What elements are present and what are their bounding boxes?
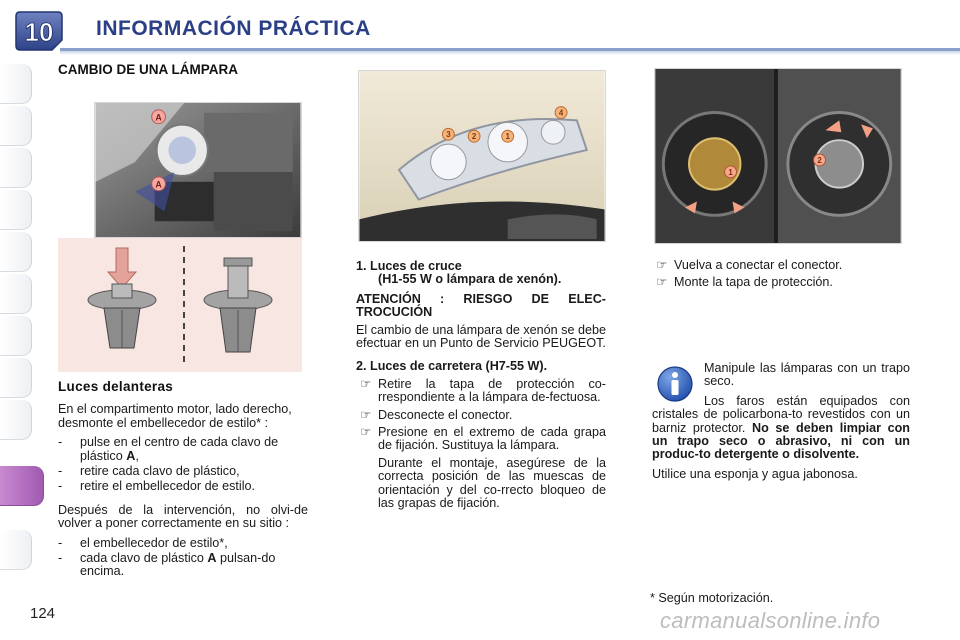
side-tab-2[interactable] bbox=[0, 106, 32, 146]
engine-label-a2: A bbox=[155, 179, 162, 190]
info-box bbox=[652, 362, 910, 487]
pointing-hand-icon: ☞ bbox=[656, 275, 668, 290]
info-p1: Manipule las lámparas con un trapo seco. bbox=[704, 361, 910, 389]
left-intro: En el compartimento motor, lado derecho, desmonte el embellecedor de estilo* : bbox=[58, 402, 292, 430]
header-rule-shadow bbox=[60, 51, 960, 55]
item2-title: 2. Luces de carretera (H7-55 W). bbox=[356, 359, 548, 374]
item1-title: 1. Luces de cruce bbox=[356, 259, 462, 273]
list-item: - pulse en el centro de cada clavo de plástico A, bbox=[58, 435, 279, 463]
rear-label-1: 1 bbox=[728, 167, 733, 177]
headlamp-label-1: 1 bbox=[505, 132, 510, 142]
rear-label-2: 2 bbox=[817, 155, 822, 165]
side-tab-5[interactable] bbox=[0, 232, 32, 272]
side-tab-9[interactable] bbox=[0, 400, 32, 440]
engine-label-a1: A bbox=[155, 112, 162, 123]
headlamp-label-4: 4 bbox=[558, 108, 564, 118]
page-number: 124 bbox=[30, 605, 56, 622]
list-item: ☞ Presione en el extremo de cada grapa de fijación. Sustituya la lámpara. bbox=[360, 425, 606, 453]
list-item: - retire cada clavo de plástico, bbox=[58, 464, 240, 479]
headlamp-label-2: 2 bbox=[471, 132, 477, 142]
side-tab-1[interactable] bbox=[0, 64, 32, 104]
right-column bbox=[652, 259, 912, 292]
engine-compartment-figure bbox=[94, 102, 302, 238]
headlamp-figure bbox=[358, 70, 606, 242]
watermark: carmanualsonline.info bbox=[660, 608, 881, 633]
warning-text: El cambio de una lámpara de xenón se debe efectuar en un Punto de Servicio PEUGEOT. bbox=[356, 322, 606, 351]
front-lights-heading: Luces delanteras bbox=[58, 379, 174, 394]
left-after: Después de la intervención, no olvi-de volver a poner correctamente en su sitio : bbox=[58, 502, 308, 531]
side-tab-3[interactable] bbox=[0, 148, 32, 188]
warning-title: ATENCIÓN : RIESGO DE ELEC-TROCUCIÓN bbox=[356, 291, 606, 320]
pointing-hand-icon: ☞ bbox=[360, 425, 372, 440]
side-tab-8[interactable] bbox=[0, 358, 32, 398]
side-tab-7[interactable] bbox=[0, 316, 32, 356]
side-tab-6[interactable] bbox=[0, 274, 32, 314]
left-column bbox=[58, 380, 308, 581]
plastic-clip-figure bbox=[58, 238, 302, 372]
headlamp-label-3: 3 bbox=[446, 130, 451, 140]
chapter-badge bbox=[14, 10, 64, 52]
list-item: - el embellecedor de estilo*, bbox=[58, 535, 228, 550]
side-tab-10-active[interactable] bbox=[0, 466, 44, 506]
list-item: - cada clavo de plástico A pulsan-do encima. bbox=[58, 551, 276, 579]
headlamp-rear-figure bbox=[654, 68, 902, 244]
info-p3: Utilice una esponja y agua jabonosa. bbox=[652, 466, 858, 481]
item1-subtitle: (H1-55 W o lámpara de xenón). bbox=[378, 272, 562, 287]
list-item: ☞ Vuelva a conectar el conector. bbox=[656, 258, 843, 272]
chapter-number: 10 bbox=[24, 17, 54, 47]
list-item: ☞ Monte la tapa de protección. bbox=[656, 275, 833, 290]
list-item: ☞ Desconecte el conector. bbox=[360, 407, 513, 422]
list-item: ☞ Retire la tapa de protección co-rrespondiente a la lámpara de-fectuosa. bbox=[360, 376, 606, 405]
section-title: CAMBIO DE UNA LÁMPARA bbox=[58, 62, 238, 77]
footnote: * Según motorización. bbox=[650, 591, 774, 605]
pointing-hand-icon: ☞ bbox=[360, 376, 372, 391]
side-tab-4[interactable] bbox=[0, 190, 32, 230]
page-title: INFORMACIÓN PRÁCTICA bbox=[96, 17, 371, 40]
side-tab-11[interactable] bbox=[0, 530, 32, 570]
middle-column bbox=[356, 260, 606, 517]
list-item: - retire el embellecedor de estilo. bbox=[58, 479, 256, 494]
pointing-hand-icon: ☞ bbox=[360, 407, 372, 422]
item2-note: Durante el montaje, asegúrese de la correcta posición de las muescas de orientación y del co-rrecto bloqueo de las grapas de fijación. bbox=[378, 455, 606, 511]
pointing-hand-icon: ☞ bbox=[656, 258, 668, 272]
info-p2: Los faros están equipados con cristales de policarbona-to revestidos con un barniz protector. No se deben limpiar con un trapo seco o abrasivo, ni con un produc-to detergente o disolvente. bbox=[652, 393, 910, 462]
